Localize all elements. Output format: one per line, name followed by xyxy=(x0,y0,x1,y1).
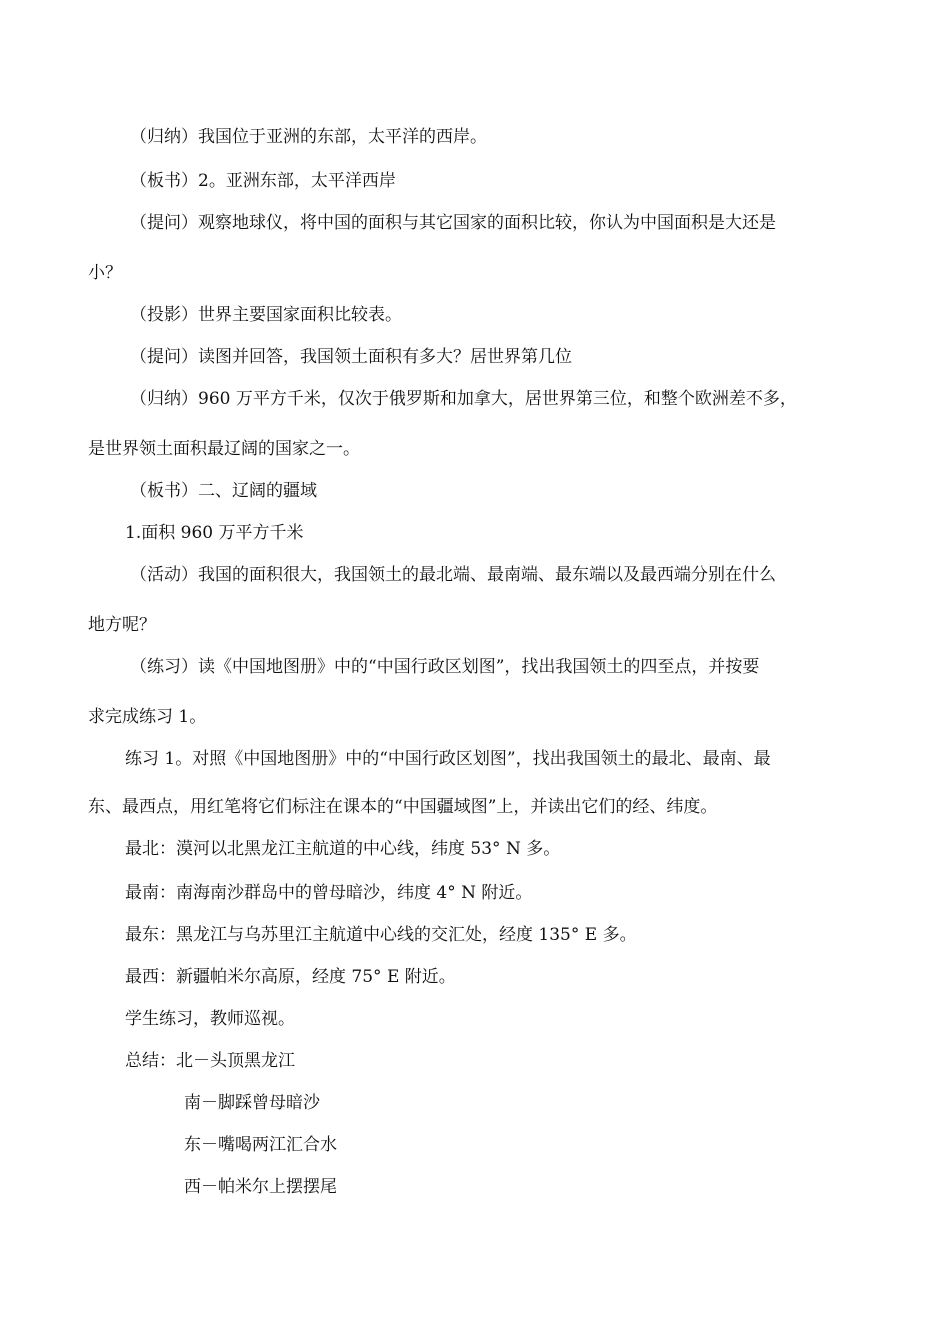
paragraph-summary-north: 总结：北－头顶黑龙江 xyxy=(125,1051,295,1071)
paragraph-area-item: 1.面积 960 万平方千米 xyxy=(125,523,304,543)
paragraph-question-rank: （提问）读图并回答，我国领土面积有多大？居世界第几位 xyxy=(130,347,572,367)
paragraph-exercise-one: 练习 1。对照《中国地图册》中的“中国行政区划图”，找出我国领土的最北、最南、最 xyxy=(125,749,771,769)
paragraph-board-location: （板书）2。亚洲东部，太平洋西岸 xyxy=(130,171,396,191)
paragraph-activity: （活动）我国的面积很大，我国领土的最北端、最南端、最东端以及最西端分别在什么 xyxy=(130,565,776,585)
paragraph-question-area-cont: 小？ xyxy=(88,263,122,283)
paragraph-north-point: 最北：漠河以北黑龙江主航道的中心线，纬度 53° N 多。 xyxy=(125,839,561,859)
paragraph-east-point: 最东：黑龙江与乌苏里江主航道中心线的交汇处，经度 135° E 多。 xyxy=(125,925,637,945)
paragraph-student-practice: 学生练习，教师巡视。 xyxy=(125,1009,295,1029)
paragraph-summary-location: （归纳）我国位于亚洲的东部，太平洋的西岸。 xyxy=(130,127,487,147)
paragraph-projection: （投影）世界主要国家面积比较表。 xyxy=(130,305,402,325)
paragraph-west-point: 最西：新疆帕米尔高原，经度 75° E 附近。 xyxy=(125,967,456,987)
paragraph-summary-west: 西－帕米尔上摆摆尾 xyxy=(184,1177,337,1197)
paragraph-south-point: 最南：南海南沙群岛中的曾母暗沙，纬度 4° N 附近。 xyxy=(125,883,533,903)
paragraph-summary-area-cont: 是世界领土面积最辽阔的国家之一。 xyxy=(88,439,360,459)
paragraph-activity-cont: 地方呢？ xyxy=(88,615,156,635)
paragraph-question-area: （提问）观察地球仪，将中国的面积与其它国家的面积比较，你认为中国面积是大还是 xyxy=(130,213,776,233)
paragraph-summary-south: 南－脚踩曾母暗沙 xyxy=(184,1093,320,1113)
paragraph-exercise-cont: 求完成练习 1。 xyxy=(88,707,207,727)
paragraph-summary-area: （归纳）960 万平方千米，仅次于俄罗斯和加拿大，居世界第三位，和整个欧洲差不多， xyxy=(130,389,797,409)
paragraph-board-territory: （板书）二、辽阔的疆域 xyxy=(130,481,317,501)
paragraph-exercise-one-cont: 东、最西点，用红笔将它们标注在课本的“中国疆域图”上，并读出它们的经、纬度。 xyxy=(88,797,718,817)
paragraph-summary-east: 东－嘴喝两江汇合水 xyxy=(184,1135,337,1155)
paragraph-exercise: （练习）读《中国地图册》中的“中国行政区划图”，找出我国领土的四至点，并按要 xyxy=(130,657,760,677)
